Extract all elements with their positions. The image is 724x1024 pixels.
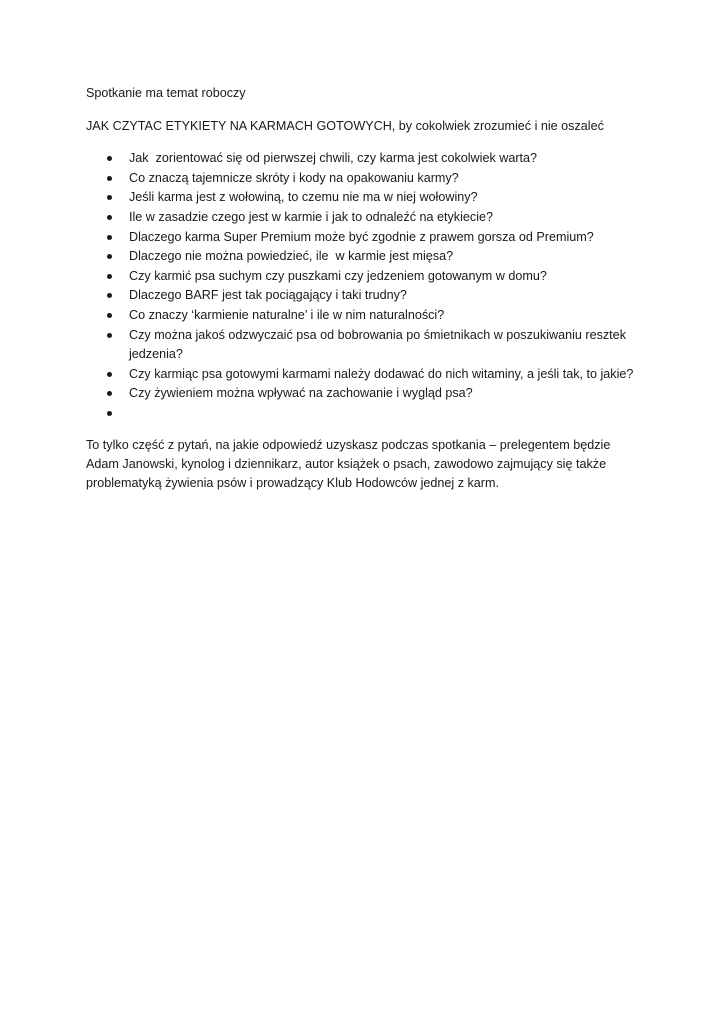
list-item-text: Czy karmiąc psa gotowymi karmami należy dodawać do nich witaminy, a jeśli tak, to jakie?: [129, 366, 634, 381]
list-item: [86, 267, 646, 287]
list-item-text: Czy można jakoś odzwyczaić psa od bobrowania po śmietnikach w poszukiwaniu resztek jedzenia?: [129, 327, 630, 362]
question-list: [86, 149, 646, 423]
list-item: [86, 365, 646, 385]
bullet-icon: [107, 235, 112, 240]
list-item-text: Czy żywieniem można wpływać na zachowanie i wygląd psa?: [129, 386, 473, 401]
document-heading: JAK CZYTAC ETYKIETY NA KARMACH GOTOWYCH, by cokolwiek zrozumieć i nie oszaleć: [86, 118, 604, 133]
intro-line: Spotkanie ma temat roboczy: [86, 86, 246, 100]
list-item: [86, 286, 646, 306]
bullet-icon: [107, 293, 112, 298]
closing-paragraph: To tylko część z pytań, na jakie odpowiedź uzyskasz podczas spotkania – prelegentem będzie Adam Janowski, kynolog i dziennikarz, autor książek o psach, zawodowo zajmujący się także problematyką żywienia psów i prowadzący Klub Hodowców jednej z karm.: [86, 437, 614, 491]
bullet-icon: [107, 391, 112, 396]
bullet-icon: [107, 372, 112, 377]
list-item-text: Jeśli karma jest z wołowiną, to czemu nie ma w niej wołowiny?: [129, 190, 478, 205]
list-item: [86, 188, 646, 208]
list-item: [86, 384, 646, 404]
list-item-text: Ile w zasadzie czego jest w karmie i jak to odnaleźć na etykiecie?: [129, 209, 493, 224]
list-item: [86, 247, 646, 267]
list-item: [86, 228, 646, 248]
list-item-text: Czy karmić psa suchym czy puszkami czy jedzeniem gotowanym w domu?: [129, 268, 547, 283]
bullet-icon: [107, 176, 112, 181]
list-item-empty: [86, 404, 646, 424]
bullet-icon: [107, 215, 112, 220]
document-page: [86, 84, 646, 494]
bullet-icon: [107, 333, 112, 338]
bullet-icon: [107, 156, 112, 161]
list-item-text: Co znaczą tajemnicze skróty i kody na opakowaniu karmy?: [129, 170, 459, 185]
list-item-text: Dlaczego karma Super Premium może być zgodnie z prawem gorsza od Premium?: [129, 229, 594, 244]
bullet-icon: [107, 274, 112, 279]
bullet-icon: [107, 411, 112, 416]
list-item-text: Dlaczego BARF jest tak pociągający i taki trudny?: [129, 288, 407, 303]
list-item: [86, 149, 646, 169]
list-item: [86, 326, 646, 365]
list-item-text: Co znaczy ‘karmienie naturalne’ i ile w nim naturalności?: [129, 307, 445, 322]
list-item-text: Dlaczego nie można powiedzieć, ile w karmie jest mięsa?: [129, 249, 454, 264]
list-item: [86, 306, 646, 326]
bullet-icon: [107, 195, 112, 200]
list-item: [86, 169, 646, 189]
bullet-icon: [107, 313, 112, 318]
bullet-icon: [107, 254, 112, 259]
list-item: [86, 208, 646, 228]
list-item-text: Jak zorientować się od pierwszej chwili, czy karma jest cokolwiek warta?: [129, 151, 538, 166]
